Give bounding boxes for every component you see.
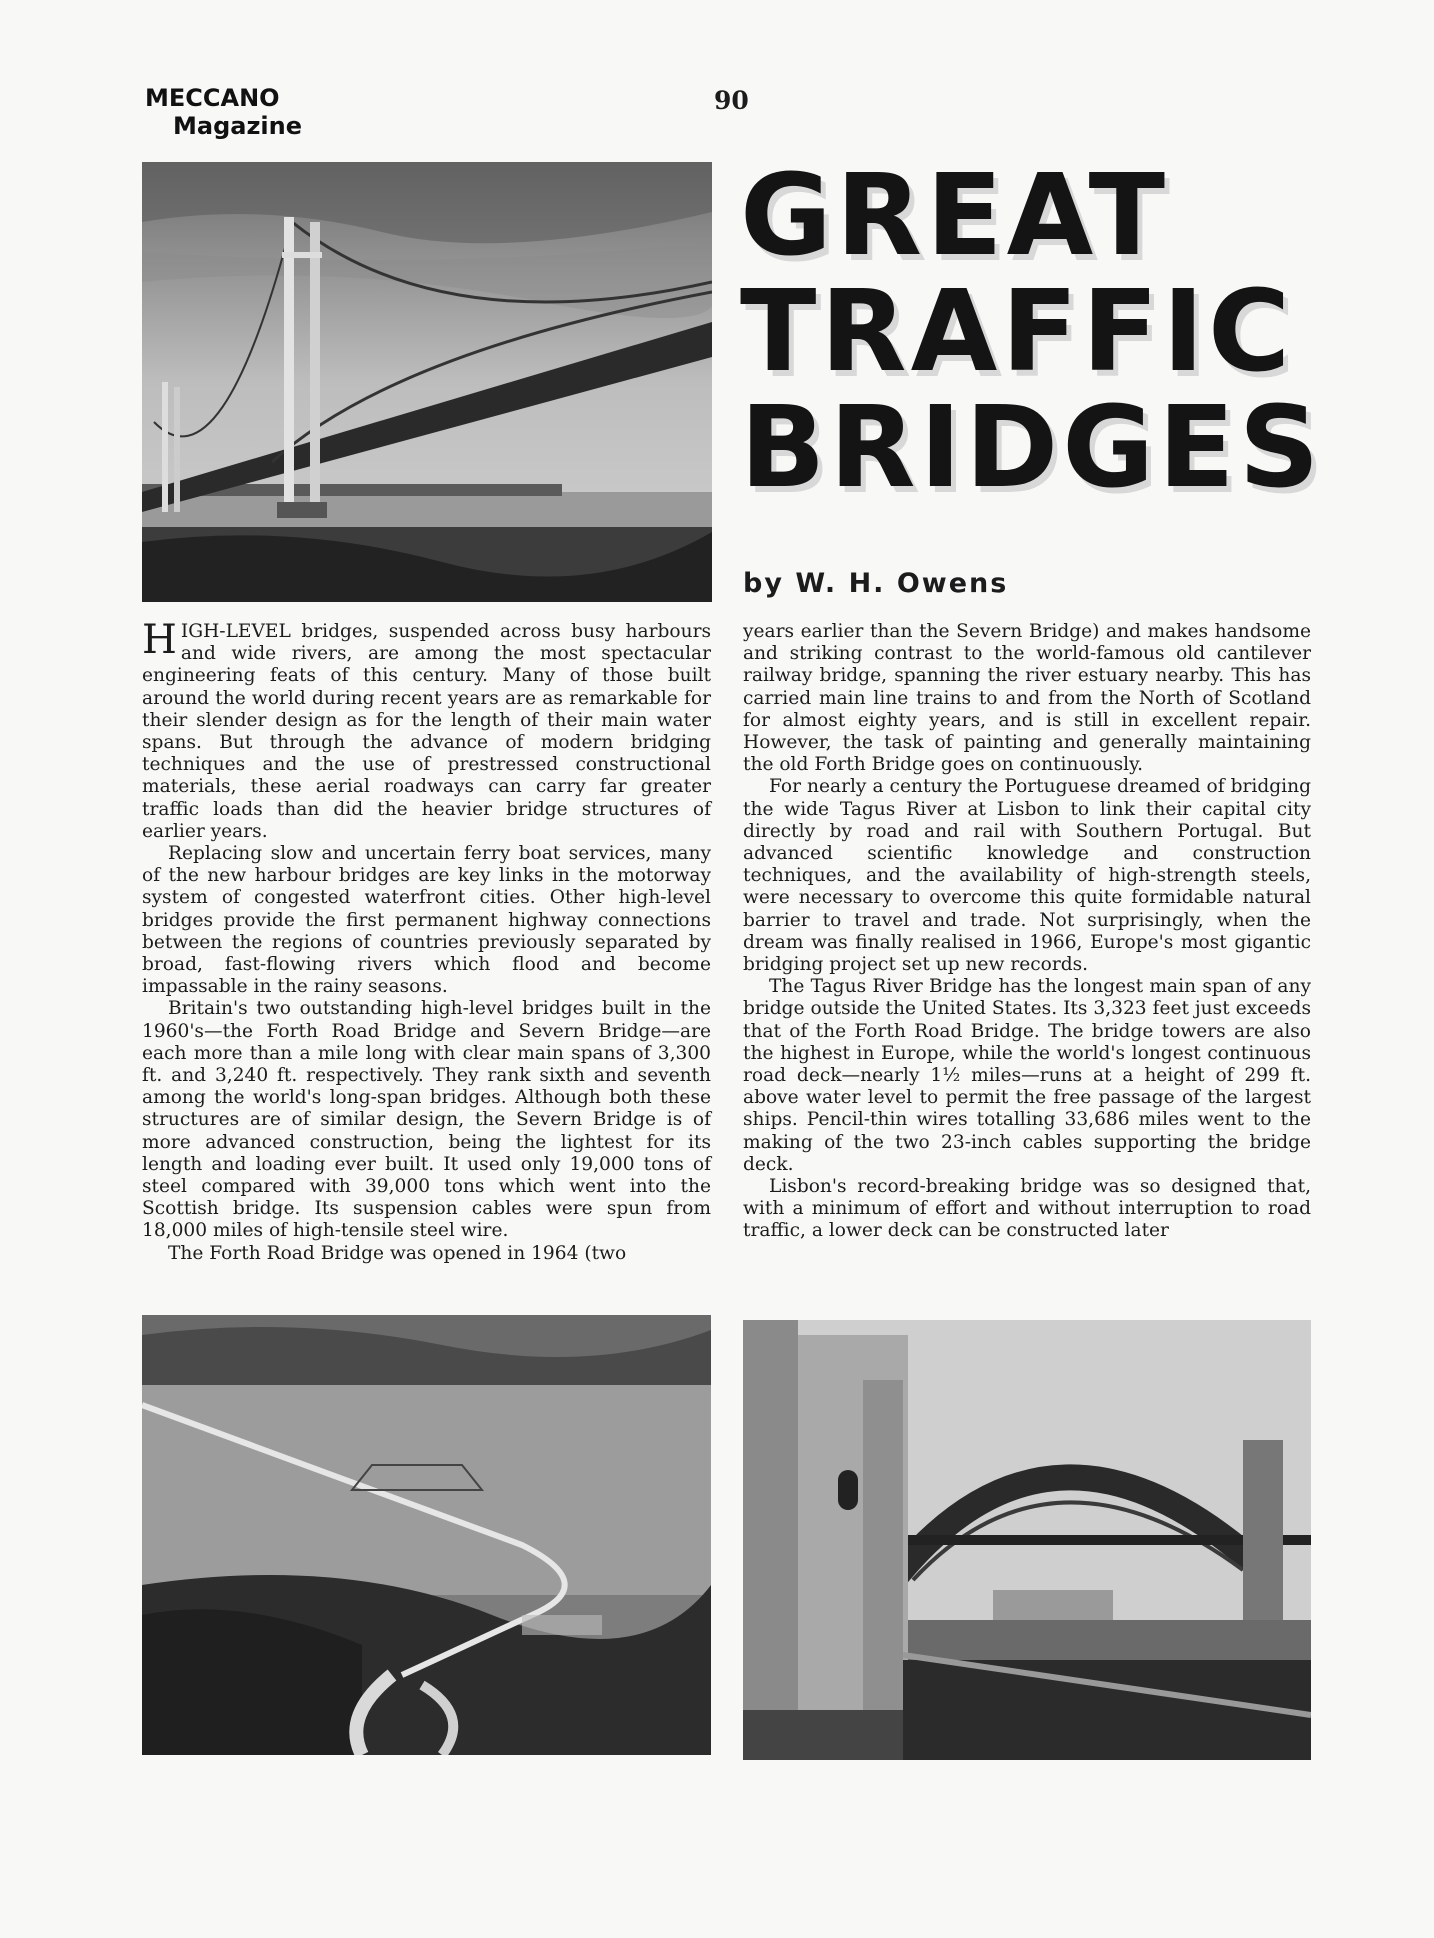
drop-cap: H: [142, 617, 177, 663]
suspension-bridge-photo: [142, 162, 712, 602]
title-line-2: TRAFFIC: [740, 267, 1295, 397]
arch-bridge-photo: [743, 1320, 1311, 1760]
byline: by W. H. Owens: [743, 568, 1009, 599]
paragraph: Britain's two outstanding high-level bridges built in the 1960's—the Forth Road Bridge and Severn Bridge—are each more than a mile long with clear main spans of 3,300 ft. and 3,240 ft. respectively. They rank sixth and seventh among the world's long-span bridges. Although both these structures are of similar design, the Severn Bridge is of more advanced construction, being the lightest for its length and loading ever built. It used only 19,000 tons of steel compared with 39,000 tons which went into the Scottish bridge. Its suspension cables were spun from 18,000 miles of high-tensile steel wire.: [142, 998, 711, 1242]
left-column: [142, 617, 711, 1265]
paragraph: Lisbon's record-breaking bridge was so designed that, with a minimum of effort and without interruption to road traffic, a lower deck can be constructed later: [743, 1176, 1311, 1242]
paragraph: The Tagus River Bridge has the longest main span of any bridge outside the United States. Its 3,323 feet just exceeds that of the Forth Road Bridge. The bridge towers are also the highest in Europe, while the world's longest continuous road deck—nearly 1½ miles—runs at a height of 299 ft. above water level to permit the free passage of the largest ships. Pencil-thin wires totalling 33,686 miles went to the making of the two 23-inch cables supporting the bridge deck.: [743, 976, 1311, 1175]
masthead-line2: Magazine: [173, 112, 303, 140]
paragraph: years earlier than the Severn Bridge) and makes handsome and striking contrast to the world-famous old cantilever railway bridge, spanning the river estuary nearby. This has carried main line trains to and from the North of Scotland for almost eighty years, and is still in excellent repair. However, the task of painting and generally maintaining the old Forth Bridge goes on continuously.: [743, 621, 1311, 776]
paragraph: The Forth Road Bridge was opened in 1964 (two: [168, 1242, 627, 1264]
title-line-3: BRIDGES: [740, 383, 1324, 513]
masthead: [145, 84, 302, 140]
aerial-bridge-photo: [142, 1315, 711, 1755]
title-line-1: GREAT: [740, 151, 1170, 281]
paragraph-text: IGH-LEVEL bridges, suspended across busy harbours and wide rivers, are among the most spectacular engineering feats of this century. Many of those built around the world during recent years are as remarkable for their slender design as for the length of their main water spans. But through the advance of modern bridging techniques and the use of prestressed constructional materials, these aerial roadways can carry far greater traffic loads than did the heavier bridge structures of earlier years.: [142, 621, 711, 842]
masthead-line1: MECCANO: [145, 84, 280, 112]
page-number: 90: [714, 86, 749, 115]
right-column: [743, 621, 1311, 1243]
paragraph: [142, 617, 711, 843]
paragraph: Replacing slow and uncertain ferry boat services, many of the new harbour bridges are key links in the motorway system of congested waterfront cities. Other high-level bridges provide the first permanent highway connections between the regions of countries previously separated by broad, fast-flowing rivers which flood and become impassable in the rainy seasons.: [142, 843, 711, 998]
paragraph: For nearly a century the Portuguese dreamed of bridging the wide Tagus River at Lisbon to link their capital city directly by road and rail with Southern Portugal. But advanced scientific knowledge and construction techniques, and the availability of high-strength steels, were necessary to overcome this quite formidable natural barrier to travel and trade. Not surprisingly, when the dream was finally realised in 1966, Europe's most gigantic bridging project set up new records.: [743, 776, 1311, 976]
article-title: [740, 151, 1380, 513]
